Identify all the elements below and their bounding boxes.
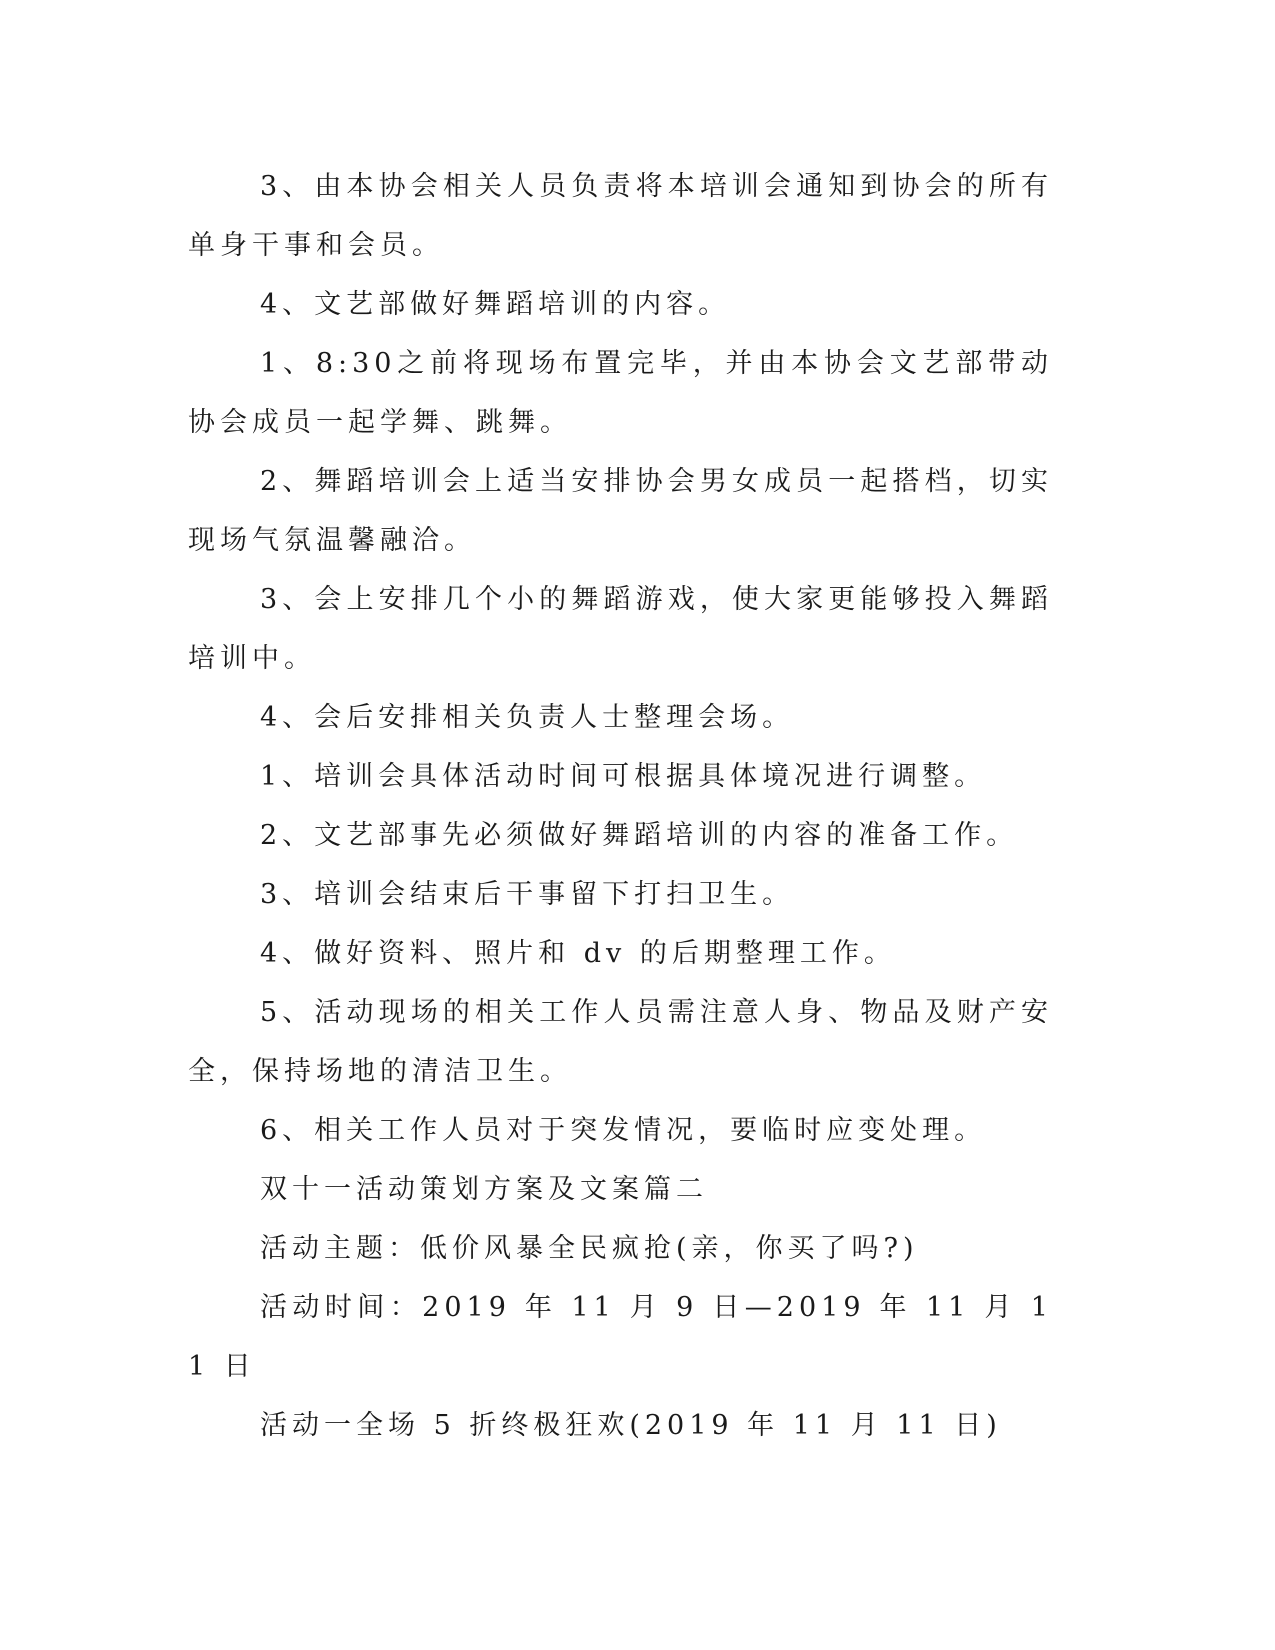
activity-one: 活动一全场 5 折终极狂欢(2019 年 11 月 11 日) [260, 1410, 1002, 1441]
document-body [188, 157, 1053, 1455]
activity-time: 活动时间：2019 年 11 月 9 日—2019 年 11 月 11 日 [188, 1292, 1053, 1382]
paragraph-pair-partners: 2、舞蹈培训会上适当安排协会男女成员一起搭档，切实现场气氛温馨融洽。 [188, 466, 1053, 556]
paragraph-adjust-time: 1、培训会具体活动时间可根据具体境况进行调整。 [260, 761, 987, 792]
paragraph-cleanup-duty: 3、培训会结束后干事留下打扫卫生。 [260, 879, 795, 910]
paragraph-archive-materials: 4、做好资料、照片和 dv 的后期整理工作。 [260, 938, 896, 969]
paragraph-preparation-work: 2、文艺部事先必须做好舞蹈培训的内容的准备工作。 [260, 820, 1019, 851]
paragraph-clean-venue: 4、会后安排相关负责人士整理会场。 [260, 702, 795, 733]
paragraph-prepare-content: 4、文艺部做好舞蹈培训的内容。 [260, 289, 731, 320]
paragraph-setup-venue: 1、8:30之前将现场布置完毕，并由本协会文艺部带动协会成员一起学舞、跳舞。 [188, 348, 1053, 438]
activity-theme: 活动主题：低价风暴全民疯抢(亲，你买了吗?) [260, 1233, 919, 1264]
paragraph-notify-members: 3、由本协会相关人员负责将本培训会通知到协会的所有单身干事和会员。 [188, 171, 1053, 261]
section-heading: 双十一活动策划方案及文案篇二 [260, 1174, 708, 1205]
paragraph-dance-games: 3、会上安排几个小的舞蹈游戏，使大家更能够投入舞蹈培训中。 [188, 584, 1053, 674]
paragraph-emergency-handling: 6、相关工作人员对于突发情况，要临时应变处理。 [260, 1115, 987, 1146]
paragraph-safety-notice: 5、活动现场的相关工作人员需注意人身、物品及财产安全，保持场地的清洁卫生。 [188, 997, 1053, 1087]
